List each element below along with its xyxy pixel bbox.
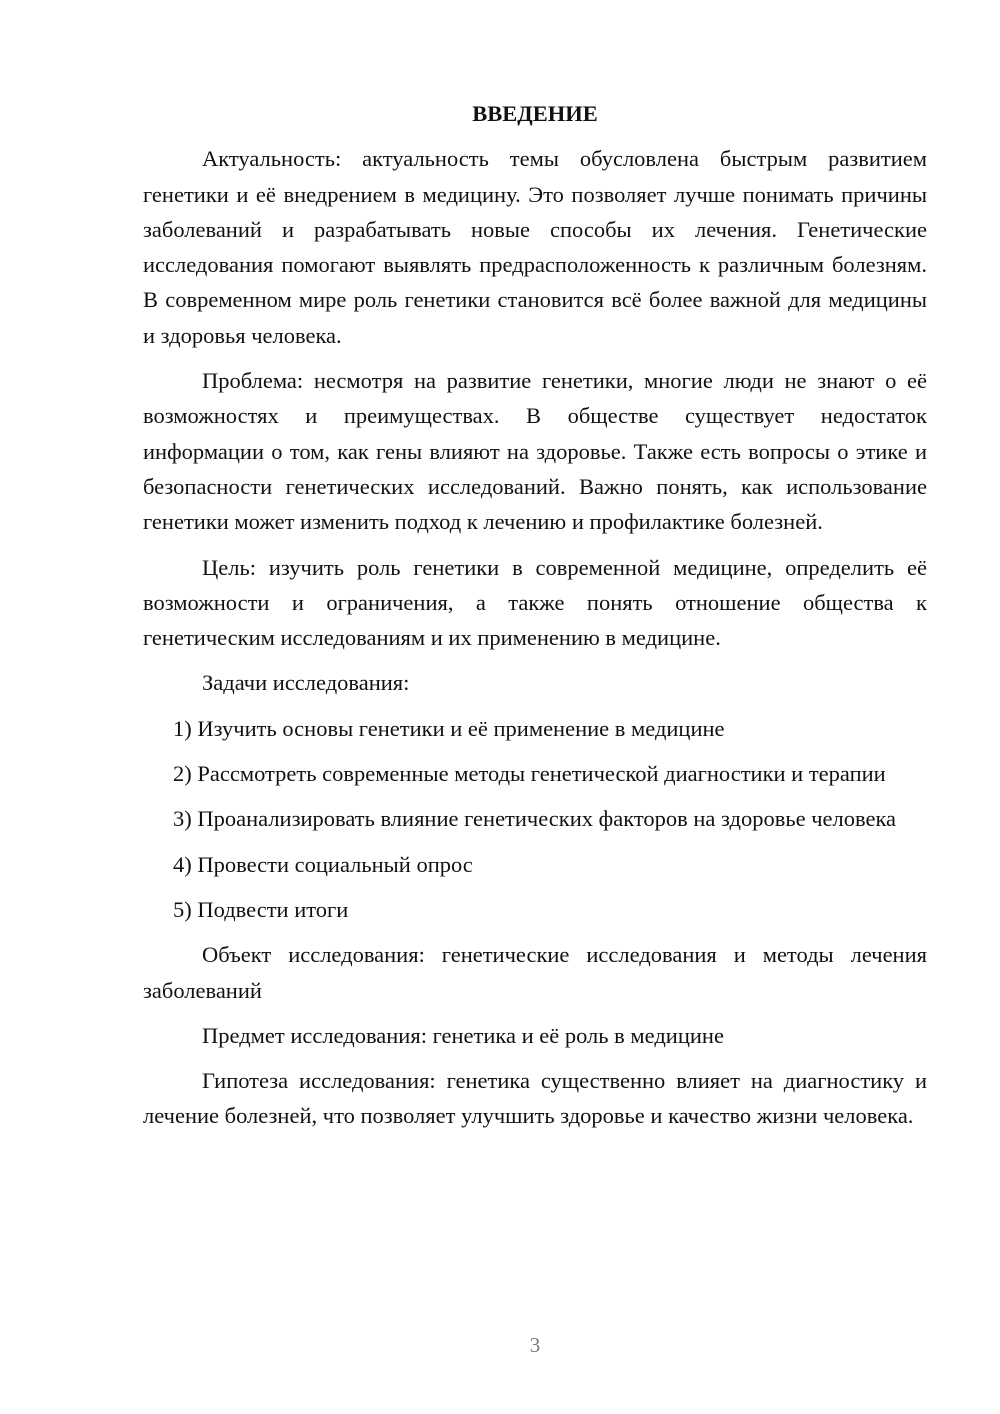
page-content — [143, 96, 927, 1144]
tasks-heading: Задачи исследования: — [202, 670, 410, 696]
object-paragraph: Объект исследования: генетические исследования и методы лечения заболеваний — [143, 942, 927, 1003]
task-item-4: 4) Провести социальный опрос — [173, 851, 473, 877]
task-item-1: 1) Изучить основы генетики и её применение в медицине — [173, 715, 725, 741]
relevance-paragraph: Актуальность: актуальность темы обусловлена быстрым развитием генетики и её внедрением в медицину. Это позволяет лучше понимать причины заболеваний и разрабатывать новые способы их лечения. Генетические исследования помогают выявлять предрасположенность к различным болезням. В современном мире роль генетики становится всё более важной для медицины и здоровья человека. — [143, 146, 927, 348]
task-item-3: 3) Проанализировать влияние генетических факторов на здоровье человека — [173, 806, 897, 832]
goal-paragraph: Цель: изучить роль генетики в современной медицине, определить её возможности и ограничения, а также понять отношение общества к генетическим исследованиям и их применению в медицине. — [143, 554, 927, 651]
section-title: ВВЕДЕНИЕ — [472, 101, 598, 126]
subject-paragraph: Предмет исследования: генетика и её роль в медицине — [202, 1022, 724, 1048]
task-item-2: 2) Рассмотреть современные методы генетической диагностики и терапии — [173, 761, 886, 787]
problem-paragraph: Проблема: несмотря на развитие генетики, многие люди не знают о её возможностях и преимуществах. В обществе существует недостаток информации о том, как гены влияют на здоровье. Также есть вопросы о этике и безопасности генетических исследований. Важно понять, как использование генетики может изменить подход к лечению и профилактике болезней. — [143, 368, 927, 535]
hypothesis-paragraph: Гипотеза исследования: генетика существенно влияет на диагностику и лечение болезней, что позволяет улучшить здоровье и качество жизни человека. — [143, 1068, 927, 1129]
task-item-5: 5) Подвести итоги — [173, 896, 349, 922]
page-number: 3 — [529, 1333, 541, 1357]
